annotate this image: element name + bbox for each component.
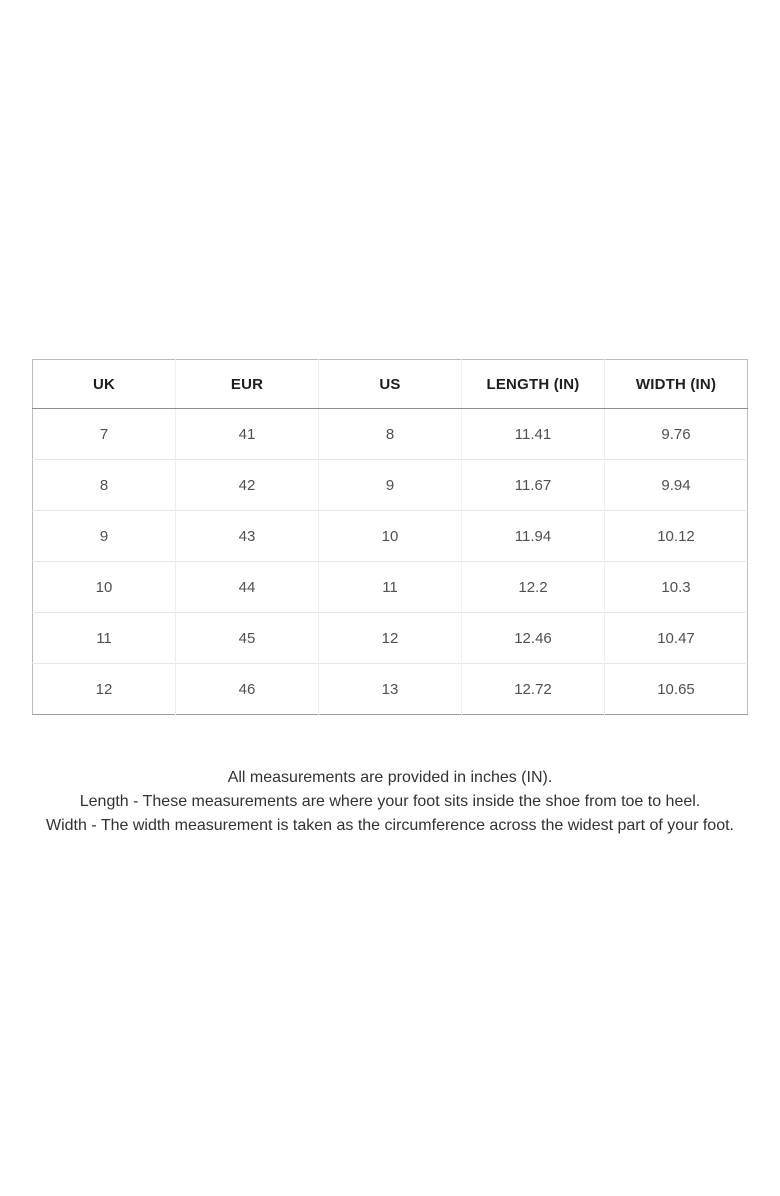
size-chart-table [32, 359, 748, 715]
cell-eur: 42 [176, 460, 319, 511]
column-header-us: US [319, 360, 462, 409]
cell-uk: 10 [33, 562, 176, 613]
table-row [33, 562, 748, 613]
cell-length: 11.41 [462, 409, 605, 460]
cell-width: 10.47 [605, 613, 748, 664]
cell-us: 11 [319, 562, 462, 613]
cell-uk: 9 [33, 511, 176, 562]
column-header-eur: EUR [176, 360, 319, 409]
cell-uk: 11 [33, 613, 176, 664]
cell-length: 11.94 [462, 511, 605, 562]
cell-width: 10.12 [605, 511, 748, 562]
column-header-uk: UK [33, 360, 176, 409]
cell-width: 10.3 [605, 562, 748, 613]
table-row [33, 409, 748, 460]
cell-width: 10.65 [605, 664, 748, 715]
cell-length: 12.46 [462, 613, 605, 664]
table-row [33, 460, 748, 511]
cell-us: 8 [319, 409, 462, 460]
cell-us: 12 [319, 613, 462, 664]
cell-eur: 41 [176, 409, 319, 460]
note-units: All measurements are provided in inches (IN). [227, 769, 553, 786]
cell-length: 11.67 [462, 460, 605, 511]
table-row [33, 664, 748, 715]
cell-uk: 8 [33, 460, 176, 511]
cell-uk: 12 [33, 664, 176, 715]
column-header-width: WIDTH (IN) [605, 360, 748, 409]
cell-width: 9.94 [605, 460, 748, 511]
cell-length: 12.2 [462, 562, 605, 613]
cell-eur: 46 [176, 664, 319, 715]
cell-eur: 44 [176, 562, 319, 613]
cell-width: 9.76 [605, 409, 748, 460]
cell-length: 12.72 [462, 664, 605, 715]
cell-eur: 43 [176, 511, 319, 562]
header-row [33, 360, 748, 409]
note-length: Length - These measurements are where your foot sits inside the shoe from toe to heel. [79, 793, 701, 810]
cell-us: 10 [319, 511, 462, 562]
table-row [33, 613, 748, 664]
cell-uk: 7 [99, 425, 109, 443]
column-header-length: LENGTH (IN) [462, 360, 605, 409]
cell-us: 13 [319, 664, 462, 715]
measurement-notes [0, 766, 780, 838]
note-width: Width - The width measurement is taken as the circumference across the widest part of your foot. [45, 817, 734, 834]
table-row [33, 511, 748, 562]
cell-eur: 45 [176, 613, 319, 664]
cell-us: 9 [319, 460, 462, 511]
